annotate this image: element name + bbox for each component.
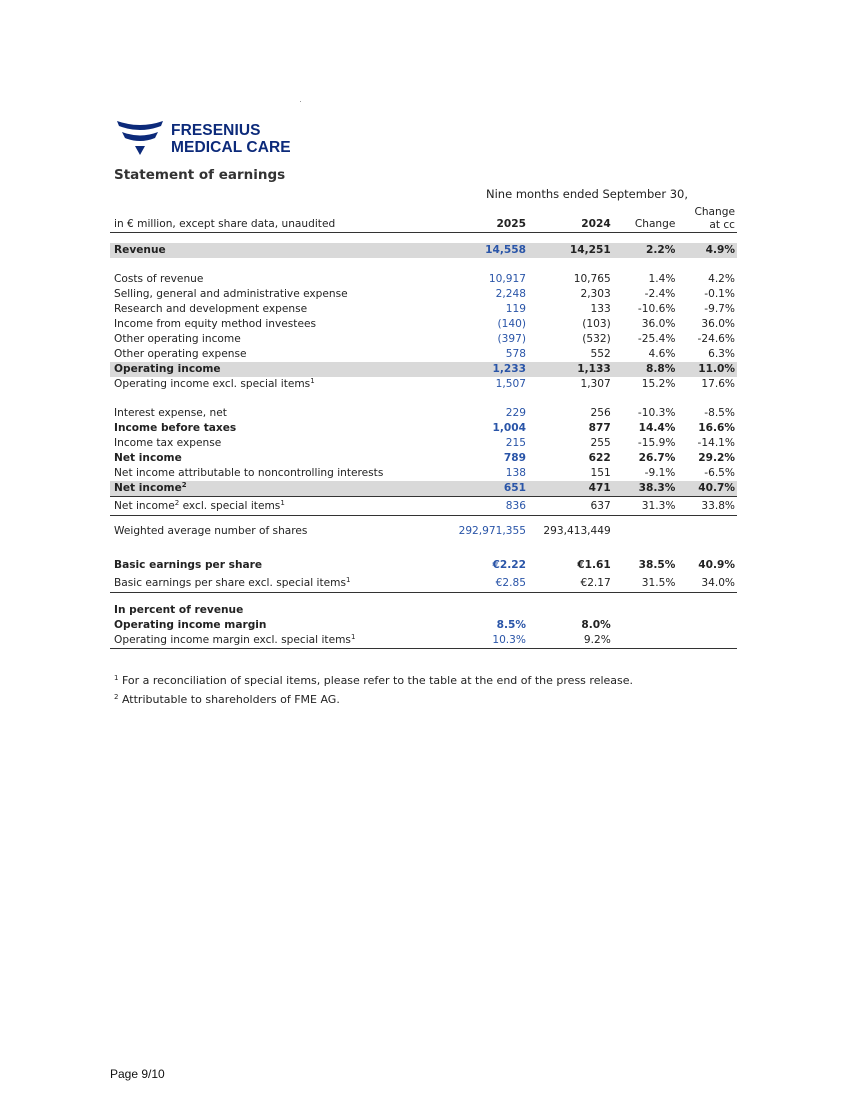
- table-row: [110, 377, 737, 392]
- value-2025: 1,507: [495, 378, 526, 390]
- value-change-cc: [677, 603, 737, 618]
- spacer: [110, 546, 737, 556]
- value-change: 15.2%: [641, 378, 676, 390]
- row-label: Operating income margin: [114, 619, 267, 631]
- value-2025: 14,558: [449, 243, 528, 258]
- table-row: [110, 618, 737, 633]
- spacer: [110, 233, 737, 244]
- table-row: [110, 603, 737, 618]
- table-row: [110, 633, 737, 649]
- footnote-2: [114, 690, 633, 709]
- value-change: 4.6%: [648, 348, 676, 360]
- value-change: 26.7%: [638, 452, 676, 464]
- row-label: Other operating income: [114, 333, 241, 345]
- value-change-cc: 4.2%: [708, 273, 735, 285]
- value-change: 38.3%: [613, 481, 678, 497]
- header-2024: 2024: [528, 202, 613, 233]
- footnote-marker: 2: [114, 693, 119, 701]
- value-2024: 471: [528, 481, 613, 497]
- value-change-cc: 4.9%: [677, 243, 737, 258]
- value-2024: 14,251: [528, 243, 613, 258]
- value-2025: [449, 603, 528, 618]
- value-2025: 292,971,355: [458, 524, 526, 537]
- table-row: [110, 302, 737, 317]
- value-2025: €2.85: [449, 574, 528, 593]
- value-change-cc: 36.0%: [701, 318, 735, 330]
- value-change-cc: 6.3%: [708, 348, 735, 360]
- value-2024: 255: [590, 437, 611, 449]
- row-label: Income from equity method investees: [114, 318, 317, 330]
- value-2024: 552: [590, 348, 611, 360]
- value-change: -9.1%: [644, 467, 676, 479]
- row-label-text: Operating income margin excl. special items: [114, 634, 351, 646]
- value-2024: 8.0%: [581, 619, 611, 631]
- value-2025: €2.22: [492, 558, 526, 571]
- value-change-cc: -24.6%: [697, 333, 735, 345]
- value-change: -10.6%: [637, 303, 676, 315]
- table-row: [110, 272, 737, 287]
- row-label-text: Operating income excl. special items: [114, 378, 311, 390]
- value-change-cc: [677, 516, 737, 547]
- footnote-marker: 1: [345, 575, 351, 584]
- logo-line-2: MEDICAL CARE: [171, 139, 291, 156]
- row-label: Weighted average number of shares: [114, 524, 308, 537]
- value-2025: 578: [505, 348, 526, 360]
- table-header-row: [110, 202, 737, 233]
- value-change-cc: 40.7%: [677, 481, 737, 497]
- stray-dot: [300, 101, 301, 102]
- value-2025: 119: [505, 303, 526, 315]
- value-change: 36.0%: [641, 318, 676, 330]
- value-2024: 293,413,449: [543, 524, 611, 537]
- header-cc-line2: at cc: [709, 219, 735, 231]
- value-2025: (397): [497, 333, 526, 345]
- value-2025: 10,917: [488, 273, 526, 285]
- period-heading: Nine months ended September 30,: [486, 187, 688, 201]
- value-change: -10.3%: [637, 407, 676, 419]
- page-number: Page 9/10: [110, 1067, 165, 1081]
- table-row: [110, 421, 737, 436]
- footnote-2-text: Attributable to shareholders of FME AG.: [118, 693, 340, 706]
- logo-line-1: FRESENIUS: [171, 122, 261, 139]
- table-row: [110, 574, 737, 593]
- table-row: [110, 287, 737, 302]
- value-change: 31.3%: [613, 497, 678, 516]
- header-change: Change: [613, 202, 678, 233]
- value-2025: 1,004: [492, 422, 526, 434]
- row-label: Net income attributable to noncontrolling interests: [114, 467, 384, 479]
- row-label: Interest expense, net: [114, 407, 227, 419]
- value-2025: 1,233: [449, 362, 528, 377]
- footnote-marker: 2: [181, 481, 187, 489]
- table-row: [110, 317, 737, 332]
- value-change-cc: -0.1%: [704, 288, 735, 300]
- footnote-marker: 1: [310, 377, 315, 385]
- value-change: [613, 603, 678, 618]
- value-change: [613, 633, 678, 649]
- row-label-tail: excl. special items: [179, 499, 281, 512]
- footnote-marker: 1: [280, 498, 285, 507]
- footnote-marker: 1: [114, 674, 119, 682]
- page-title: Statement of earnings: [114, 167, 286, 183]
- value-2024: €1.61: [577, 558, 611, 571]
- table-row: [110, 332, 737, 347]
- logo-mark-icon: [117, 119, 165, 159]
- value-2024: (532): [582, 333, 611, 345]
- value-change-cc: -9.7%: [704, 303, 735, 315]
- value-2024: 256: [590, 407, 611, 419]
- value-change-cc: 11.0%: [677, 362, 737, 377]
- value-2025: 215: [505, 437, 526, 449]
- value-2024: 1,307: [580, 378, 611, 390]
- row-label: Basic earnings per share: [114, 558, 263, 571]
- row-label: In percent of revenue: [114, 604, 244, 616]
- value-2025: 138: [505, 467, 526, 479]
- table-row: [110, 362, 737, 377]
- value-change-cc: [677, 618, 737, 633]
- value-2025: 229: [505, 407, 526, 419]
- value-2025: 789: [503, 452, 526, 464]
- row-label: Operating income: [110, 362, 449, 377]
- row-label: Selling, general and administrative expense: [114, 288, 348, 300]
- value-change-cc: [677, 633, 737, 649]
- table-row: [110, 497, 737, 516]
- row-label: [110, 633, 449, 649]
- value-2024: 622: [588, 452, 611, 464]
- value-2025: 8.5%: [496, 619, 526, 631]
- value-2024: 151: [590, 467, 611, 479]
- row-label: Other operating expense: [114, 348, 247, 360]
- value-2024: €2.17: [528, 574, 613, 593]
- footnotes: [114, 671, 633, 709]
- row-label: Income tax expense: [114, 437, 222, 449]
- value-2025: (140): [497, 318, 526, 330]
- logo-wordmark: [171, 122, 291, 156]
- row-label: [110, 574, 449, 593]
- value-2024: 637: [528, 497, 613, 516]
- value-change-cc: 29.2%: [698, 452, 735, 464]
- table-row: [110, 436, 737, 451]
- value-2024: 1,133: [528, 362, 613, 377]
- value-change: -25.4%: [637, 333, 676, 345]
- row-label: [110, 481, 449, 497]
- header-change-cc: [677, 202, 737, 233]
- value-2025: 10.3%: [449, 633, 528, 649]
- row-label-text: Net income: [114, 482, 182, 494]
- value-2024: 133: [590, 303, 611, 315]
- table-row: [110, 481, 737, 497]
- value-change: 38.5%: [638, 558, 676, 571]
- value-change-cc: 16.6%: [698, 422, 735, 434]
- row-label: Income before taxes: [114, 422, 237, 434]
- value-change-cc: 34.0%: [677, 574, 737, 593]
- header-units: in € million, except share data, unaudited: [110, 202, 449, 233]
- value-change: [613, 516, 678, 547]
- footnote-1: [114, 671, 633, 690]
- earnings-table: [110, 202, 737, 649]
- value-change-cc: -6.5%: [704, 467, 735, 479]
- value-change-cc: -8.5%: [704, 407, 735, 419]
- value-change: 8.8%: [613, 362, 678, 377]
- value-2025: 2,248: [495, 288, 526, 300]
- spacer: [110, 593, 737, 604]
- value-2024: 877: [588, 422, 611, 434]
- table-row: [110, 347, 737, 362]
- table-row: [110, 466, 737, 481]
- row-label: Research and development expense: [114, 303, 308, 315]
- table-row: [110, 243, 737, 258]
- value-2025: 651: [449, 481, 528, 497]
- value-2024: 10,765: [573, 273, 611, 285]
- value-2024: (103): [582, 318, 611, 330]
- spacer: [110, 258, 737, 272]
- value-2024: 2,303: [580, 288, 611, 300]
- value-change: -2.4%: [644, 288, 676, 300]
- value-change: 14.4%: [638, 422, 676, 434]
- footnote-marker: 1: [350, 633, 356, 641]
- footnote-marker: 2: [174, 498, 180, 507]
- table-row: [110, 406, 737, 421]
- row-label: Revenue: [110, 243, 449, 258]
- header-cc-line1: Change: [694, 206, 735, 218]
- value-2024: [528, 603, 613, 618]
- value-2024: 9.2%: [528, 633, 613, 649]
- value-change: 1.4%: [648, 273, 676, 285]
- spacer: [110, 392, 737, 406]
- value-change-cc: 40.9%: [698, 558, 735, 571]
- row-label-text: Net income: [114, 499, 175, 512]
- row-label: Costs of revenue: [114, 273, 204, 285]
- footnote-1-text: For a reconciliation of special items, please refer to the table at the end of the press release.: [118, 674, 634, 687]
- value-change: 31.5%: [613, 574, 678, 593]
- header-2025: 2025: [449, 202, 528, 233]
- value-change: -15.9%: [637, 437, 676, 449]
- table-row: [110, 516, 737, 547]
- row-label: Net income: [114, 452, 182, 464]
- value-change: 2.2%: [613, 243, 678, 258]
- value-change: [613, 618, 678, 633]
- row-label-text: Basic earnings per share excl. special items: [114, 576, 346, 589]
- value-change-cc: 17.6%: [701, 378, 735, 390]
- row-label: [110, 377, 449, 392]
- table-row: [110, 556, 737, 574]
- company-logo: [117, 119, 297, 159]
- value-change-cc: 33.8%: [677, 497, 737, 516]
- value-change-cc: -14.1%: [697, 437, 735, 449]
- row-label: [110, 497, 449, 516]
- table-row: [110, 451, 737, 466]
- value-2025: 836: [449, 497, 528, 516]
